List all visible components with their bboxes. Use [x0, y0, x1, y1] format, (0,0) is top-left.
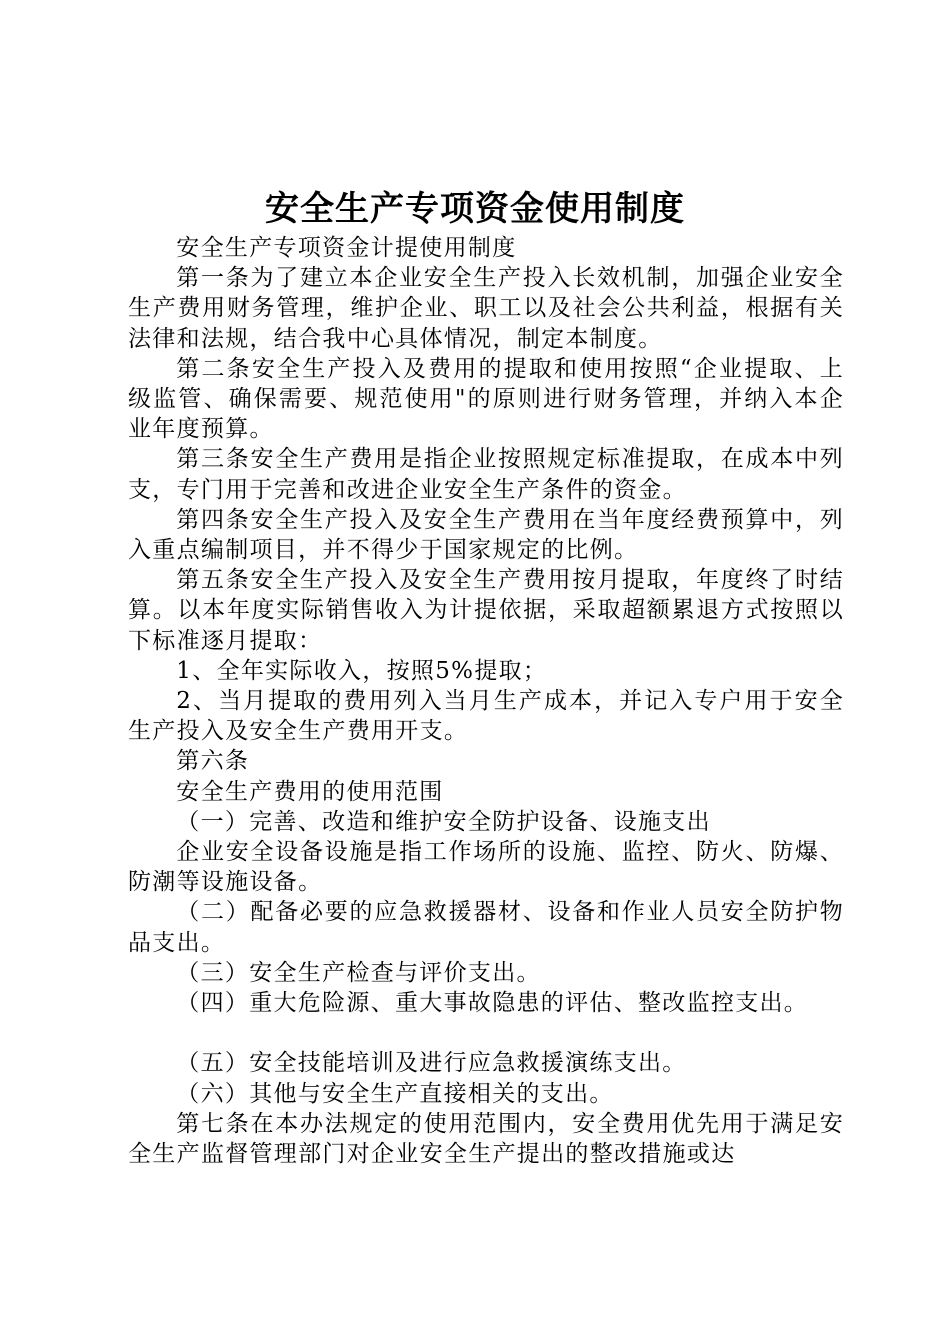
- article-4-paragraph: 第四条安全生产投入及安全生产费用在当年度经费预算中，列入重点编制项目，并不得少于国家规定的比例。: [128, 506, 844, 564]
- article-2-paragraph: 第二条安全生产投入及费用的提取和使用按照“企业提取、上级监管、确保需要、规范使用"的原则进行财务管理，并纳入本企业年度预算。: [128, 355, 844, 443]
- list-item-1: 1、全年实际收入，按照5%提取；: [176, 657, 548, 684]
- article-7-paragraph: 第七条在本办法规定的使用范围内，安全费用优先用于满足安全生产监督管理部门对企业安全生产提出的整改措施或达: [128, 1110, 844, 1168]
- article-1-paragraph: 第一条为了建立本企业安全生产投入长效机制，加强企业安全生产费用财务管理，维护企业、职工以及社会公共利益，根据有关法律和法规，结合我中心具体情况，制定本制度。: [128, 265, 844, 352]
- document-title: 安全生产专项资金使用制度: [265, 189, 685, 229]
- subtitle-paragraph: 安全生产专项资金计提使用制度: [176, 235, 517, 261]
- scope-item-3: （三）安全生产检查与评价支出。: [176, 959, 541, 986]
- scope-item-5: （五）安全技能培训及进行应急救援演练支出。: [176, 1050, 687, 1077]
- scope-item-1: （一）完善、改造和维护安全防护设备、设施支出: [176, 808, 711, 835]
- article-3-paragraph: 第三条安全生产费用是指企业按照规定标准提取，在成本中列支，专门用于完善和改进企业安全生产条件的资金。: [128, 446, 844, 503]
- list-item-2: 2、当月提取的费用列入当月生产成本，并记入专户用于安全生产投入及安全生产费用开支。: [128, 688, 844, 745]
- scope-item-4: （四）重大危险源、重大事故隐患的评估、整改监控支出。: [176, 990, 809, 1017]
- document-body: [128, 233, 844, 1169]
- scope-item-1-detail: 企业安全设备设施是指工作场所的设施、监控、防火、防爆、防潮等设施设备。: [128, 839, 844, 896]
- usage-scope-heading: 安全生产费用的使用范围: [176, 778, 444, 805]
- scope-item-2: （二）配备必要的应急救援器材、设备和作业人员安全防护物品支出。: [128, 899, 844, 956]
- article-6-heading: 第六条: [176, 748, 250, 775]
- blank-line: [128, 1018, 844, 1048]
- scope-item-6: （六）其他与安全生产直接相关的支出。: [176, 1080, 614, 1107]
- article-5-paragraph: 第五条安全生产投入及安全生产费用按月提取，年度终了时结算。以本年度实际销售收入为计提依据，采取超额累退方式按照以下标准逐月提取：: [128, 567, 844, 654]
